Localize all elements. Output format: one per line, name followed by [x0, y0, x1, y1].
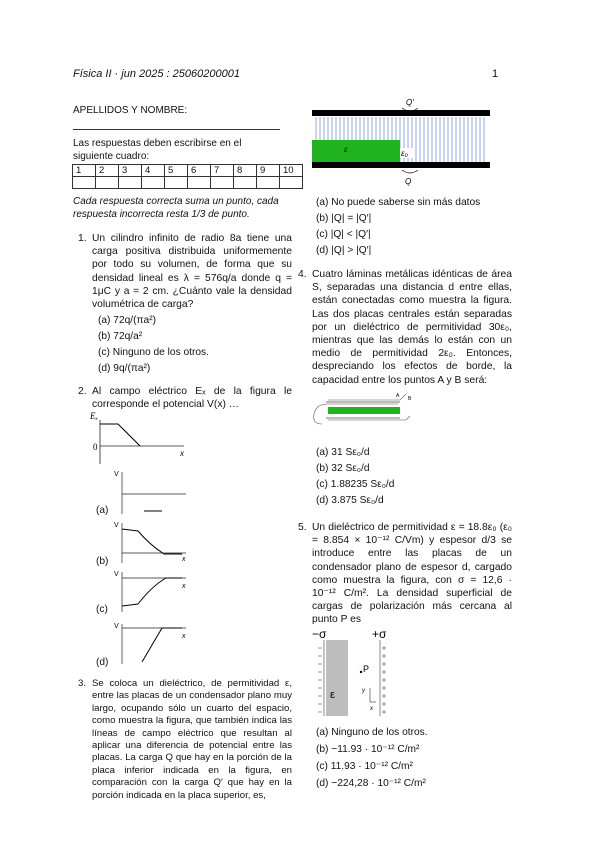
plus-sigma-label: +σ: [372, 627, 387, 641]
zero-label: 0: [93, 442, 98, 452]
q1-option-a[interactable]: (a) 72q/(πa²): [98, 315, 156, 326]
x-axis-label: x: [182, 633, 186, 640]
answer-number: 2: [96, 165, 119, 177]
dielectric-capacitor-figure: [312, 96, 490, 188]
q5-option-c[interactable]: (c) 11.93 · 10⁻¹² C/m²: [316, 761, 413, 772]
answer-number: 6: [188, 165, 211, 177]
question-text: Al campo eléctrico Eₓ de la figura le corresponde el potencial V(x) …: [92, 386, 292, 411]
scoring-note: Cada respuesta correcta suma un punto, cada respuesta incorrecta resta 1/3 de punto.: [73, 196, 279, 221]
dielectric-block: [312, 140, 400, 162]
answer-box[interactable]: [211, 177, 234, 189]
top-plate: [312, 110, 490, 116]
question-number: 5.: [298, 522, 307, 533]
v-axis-label: V: [114, 522, 119, 529]
answer-box[interactable]: [280, 177, 303, 189]
positive-charges: [382, 646, 386, 714]
q3-option-b[interactable]: (b) |Q| = |Q′|: [316, 213, 372, 224]
four-plate-figure: [310, 390, 420, 430]
answer-grid: [72, 164, 303, 189]
potential-graph-d: [110, 618, 190, 666]
qprime-label: Q′: [406, 98, 414, 107]
answer-box[interactable]: [165, 177, 188, 189]
answer-number: 1: [73, 165, 96, 177]
q5-option-a[interactable]: (a) Ninguno de los otros.: [316, 727, 428, 738]
v-axis-label: V: [114, 471, 119, 478]
x-axis-label: x: [370, 706, 373, 712]
vacuum-eps0-label: ε₀: [401, 149, 408, 158]
answer-number: 3: [119, 165, 142, 177]
point-p-label: P: [363, 664, 370, 674]
answer-box[interactable]: [96, 177, 119, 189]
dielectric-slab: [326, 640, 348, 716]
page-number: 1: [492, 68, 499, 80]
q2-option-c[interactable]: (c): [96, 604, 108, 615]
q2-option-d[interactable]: (d): [96, 657, 109, 668]
answer-number: 9: [257, 165, 280, 177]
q2-option-b[interactable]: (b): [96, 556, 109, 567]
q4-option-b[interactable]: (b) 32 Sε₀/d: [316, 463, 370, 474]
question-text: Un cilindro infinito de radio 8a tiene una carga positiva distribuida uniformemente por todo su volumen, de forma que su densidad lineal es λ = 576q/a donde q = 1μC y a = 2 cm. ¿Cuánto vale la densidad volumétrica de carga?: [92, 233, 292, 311]
question-number: 3.: [78, 678, 87, 689]
negative-charges: [318, 648, 322, 712]
potential-graph-b: [110, 517, 190, 567]
q3-option-a[interactable]: (a) No puede saberse sin más datos: [316, 197, 481, 208]
q5-option-b[interactable]: (b) −11.93 · 10⁻¹² C/m²: [316, 744, 420, 755]
exam-header: Física II · jun 2025 : 25060200001: [73, 68, 240, 80]
point-b-label: B: [408, 396, 412, 402]
answer-number: 8: [234, 165, 257, 177]
answer-number: 10: [280, 165, 303, 177]
potential-graph-c: [110, 566, 190, 616]
x-axis-label: x: [182, 583, 186, 590]
answer-number: 4: [142, 165, 165, 177]
question-number: 4.: [298, 269, 307, 280]
ex-axis-label: Eₓ: [90, 411, 99, 421]
q1-option-b[interactable]: (b) 72q/a²: [98, 331, 143, 342]
field-ex-graph: [88, 408, 198, 466]
answer-grid-boxes: [73, 177, 303, 189]
answer-box[interactable]: [234, 177, 257, 189]
q4-option-a[interactable]: (a) 31 Sε₀/d: [316, 447, 370, 458]
question-1: [78, 232, 292, 311]
q1-option-c[interactable]: (c) Ninguno de los otros.: [98, 347, 209, 358]
answer-box[interactable]: [188, 177, 211, 189]
x-axis-label: x: [180, 449, 184, 458]
question-text: Se coloca un dieléctrico, de permitividad ε, entre las placas de un condensador plano muy largo, ocupando sólo un cuarto del espacio, como muestra la figura, que también indica las líneas de campo eléctrico que resultan al aplicar una diferencia de potencial entre las placas. La carga Q que hay en la porción de la placa inferior indicada en la figura, en comparación con la carga Q′ que hay en la porción indicada en la placa superior, es,: [92, 678, 292, 801]
question-5: [298, 521, 512, 627]
v-axis-label: V: [114, 623, 119, 630]
x-axis-label: x: [182, 556, 186, 563]
answer-box[interactable]: [119, 177, 142, 189]
q-label: Q: [405, 177, 412, 186]
v-axis-label: V: [114, 571, 119, 578]
potential-graph-a: [110, 466, 190, 518]
answer-number: 5: [165, 165, 188, 177]
question-3: [78, 678, 292, 802]
q4-option-c[interactable]: (c) 1.88235 Sε₀/d: [316, 479, 395, 490]
instructions: Las respuestas deben escribirse en el siguiente cuadro:: [73, 138, 242, 163]
center-dielectric: [328, 407, 400, 414]
point-p: [360, 671, 362, 673]
bottom-plate: [312, 162, 490, 168]
answer-number: 7: [211, 165, 234, 177]
answer-box[interactable]: [142, 177, 165, 189]
q3-option-c[interactable]: (c) |Q| < |Q′|: [316, 229, 371, 240]
name-line: [73, 129, 280, 130]
minus-sigma-label: −σ: [312, 627, 327, 641]
polarization-figure: [310, 626, 400, 718]
q3-option-d[interactable]: (d) |Q| > |Q′|: [316, 245, 372, 256]
answer-box[interactable]: [73, 177, 96, 189]
name-label: APELLIDOS Y NOMBRE:: [73, 105, 188, 116]
answer-box[interactable]: [257, 177, 280, 189]
question-text: Cuatro láminas metálicas idénticas de área S, separadas una distancia d entre ellas, están conectadas como muestra la figura. Las dos placas centrales están separadas por un dieléctrico de permitividad 30ε₀, mientras que las demás lo están con un medio de permitividad 2ε₀. Entonces, despreciando los efectos de borde, la capacidad entre los puntos A y B será:: [312, 269, 512, 386]
q2-option-a[interactable]: (a): [96, 505, 109, 516]
q1-option-d[interactable]: (d) 9q/(πa²): [98, 363, 151, 374]
question-number: 1.: [78, 233, 87, 244]
y-axis-label: y: [362, 688, 365, 694]
question-4: [298, 268, 512, 387]
point-a-label: A: [396, 393, 400, 399]
slab-eps-label: ε: [330, 689, 335, 701]
question-text: Un dieléctrico de permitividad ε = 18.8ε₀ (ε₀ = 8.854 × 10⁻¹² C/Vm) y espesor d/3 se introduce entre las placas de un condensador plano de espesor d, cargado como muestra la figura, con σ = 12,6 · 10⁻¹² C/m². La densidad superficial de cargas de polarización más cercana al punto P es: [312, 522, 512, 626]
dielectric-eps-label: ε: [344, 144, 348, 154]
question-number: 2.: [78, 386, 87, 397]
answer-grid-numbers: [73, 165, 303, 177]
q4-option-d[interactable]: (d) 3.875 Sε₀/d: [316, 495, 384, 506]
q5-option-d[interactable]: (d) −224,28 · 10⁻¹² C/m²: [316, 778, 426, 789]
